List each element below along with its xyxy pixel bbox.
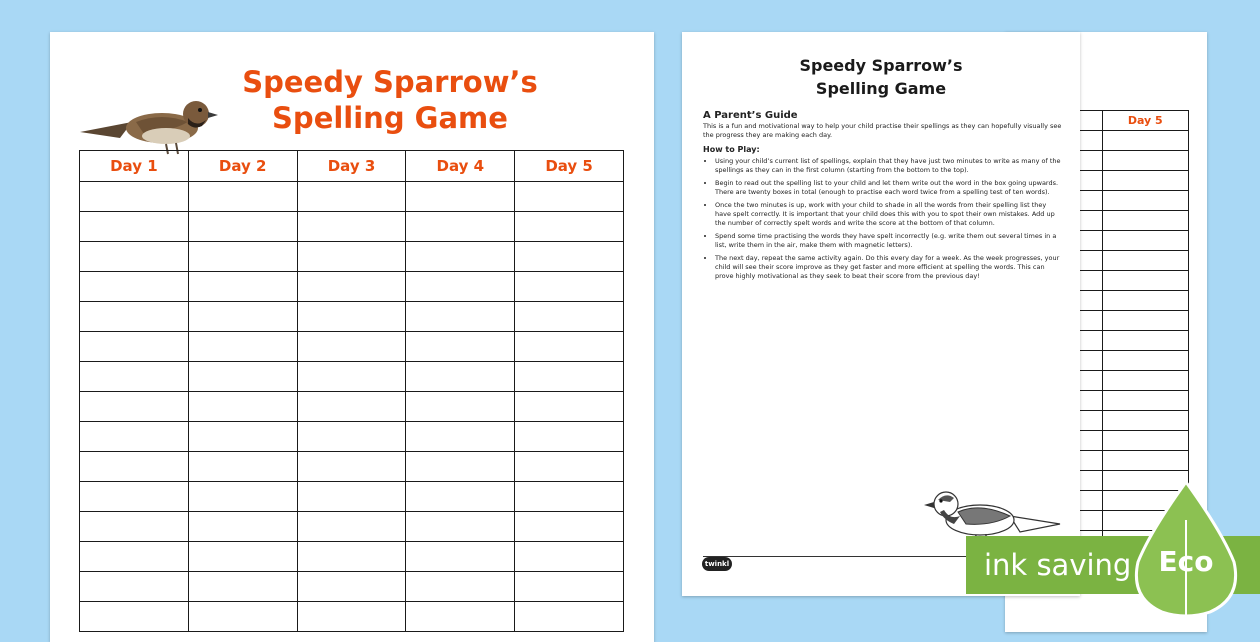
spelling-cell[interactable] xyxy=(515,452,624,482)
guide-subtitle: A Parent’s Guide xyxy=(703,110,798,121)
spelling-cell[interactable] xyxy=(406,332,515,362)
spelling-cell[interactable] xyxy=(297,452,406,482)
spelling-cell[interactable] xyxy=(80,242,189,272)
table-header-row xyxy=(80,151,624,182)
spelling-cell[interactable] xyxy=(80,212,189,242)
spelling-cell[interactable] xyxy=(406,182,515,212)
spelling-cell[interactable] xyxy=(188,512,297,542)
spelling-cell[interactable] xyxy=(188,482,297,512)
spelling-cell[interactable] xyxy=(1102,431,1189,451)
table-row xyxy=(80,302,624,332)
spelling-cell[interactable] xyxy=(406,272,515,302)
spelling-cell[interactable] xyxy=(188,302,297,332)
spelling-cell[interactable] xyxy=(188,332,297,362)
spelling-cell[interactable] xyxy=(515,482,624,512)
spelling-cell[interactable] xyxy=(188,542,297,572)
table-row xyxy=(80,182,624,212)
spelling-cell[interactable] xyxy=(1102,191,1189,211)
guide-title-line1: Speedy Sparrow’s xyxy=(799,56,963,75)
spelling-cell[interactable] xyxy=(188,212,297,242)
spelling-cell[interactable] xyxy=(297,392,406,422)
table-row xyxy=(80,332,624,362)
day-column-header: Day 2 xyxy=(188,151,297,182)
step-item: • The next day, repeat the same activity again. Do this every day for a week. As the week progresses, your child will see their score improve as they get faster and more efficient at spelling the words. This can prove highly motivational as they seek to beat their score from the previous day! xyxy=(715,254,1063,281)
day-column-header: Day 1 xyxy=(80,151,189,182)
spelling-cell[interactable] xyxy=(406,512,515,542)
spelling-cell[interactable] xyxy=(1102,291,1189,311)
table-row xyxy=(80,362,624,392)
spelling-cell[interactable] xyxy=(406,302,515,332)
spelling-cell[interactable] xyxy=(406,572,515,602)
spelling-cell[interactable] xyxy=(80,512,189,542)
eco-label: Eco xyxy=(1158,545,1214,578)
spelling-cell[interactable] xyxy=(515,302,624,332)
day-column-header: Day 5 xyxy=(515,151,624,182)
spelling-cell[interactable] xyxy=(297,302,406,332)
spelling-cell[interactable] xyxy=(406,242,515,272)
spelling-cell[interactable] xyxy=(80,542,189,572)
table-row xyxy=(80,272,624,302)
spelling-cell[interactable] xyxy=(297,362,406,392)
spelling-cell[interactable] xyxy=(515,362,624,392)
spelling-cell[interactable] xyxy=(515,512,624,542)
parents-guide-page xyxy=(682,32,1080,596)
spelling-cell[interactable] xyxy=(515,572,624,602)
spelling-cell[interactable] xyxy=(80,392,189,422)
ink-saving-text: ink saving xyxy=(984,548,1132,582)
spelling-cell[interactable] xyxy=(297,212,406,242)
day-column-header: Day 4 xyxy=(406,151,515,182)
spelling-cell[interactable] xyxy=(297,422,406,452)
worksheet-title-line1: Speedy Sparrow’s xyxy=(242,65,538,99)
spelling-cell[interactable] xyxy=(515,542,624,572)
spelling-cell[interactable] xyxy=(297,182,406,212)
table-row xyxy=(80,572,624,602)
spelling-cell[interactable] xyxy=(1102,171,1189,191)
spelling-cell[interactable] xyxy=(297,332,406,362)
table-row xyxy=(80,512,624,542)
spelling-cell[interactable] xyxy=(515,332,624,362)
spelling-cell[interactable] xyxy=(515,212,624,242)
day-column-header: Day 3 xyxy=(297,151,406,182)
spelling-cell[interactable] xyxy=(1102,131,1189,151)
spelling-cell[interactable] xyxy=(188,362,297,392)
sparrow-icon xyxy=(76,88,226,158)
worksheet-title xyxy=(190,64,590,136)
spelling-cell[interactable] xyxy=(297,602,406,632)
spelling-cell[interactable] xyxy=(1102,371,1189,391)
spelling-cell[interactable] xyxy=(188,242,297,272)
spelling-cell[interactable] xyxy=(1102,211,1189,231)
spelling-cell[interactable] xyxy=(80,572,189,602)
spelling-cell[interactable] xyxy=(80,302,189,332)
spelling-cell[interactable] xyxy=(297,272,406,302)
guide-intro: This is a fun and motivational way to help your child practise their spellings as they can hopefully visually see the progress they are making each day. xyxy=(703,122,1062,139)
spelling-cell[interactable] xyxy=(80,602,189,632)
spelling-cell[interactable] xyxy=(188,422,297,452)
table-row xyxy=(80,602,624,632)
table-row xyxy=(80,422,624,452)
spelling-cell[interactable] xyxy=(406,482,515,512)
how-to-heading: How to Play: xyxy=(703,145,760,154)
step-item: • Using your child’s current list of spellings, explain that they have just two minutes to write as many of the spellings as they can in the first column (starting from the bottom to the top). xyxy=(715,157,1063,175)
spelling-cell[interactable] xyxy=(1102,451,1189,471)
spelling-cell[interactable] xyxy=(297,572,406,602)
spelling-cell[interactable] xyxy=(1102,271,1189,291)
worksheet-page xyxy=(50,32,654,642)
spelling-cell[interactable] xyxy=(80,182,189,212)
spelling-cell[interactable] xyxy=(406,542,515,572)
table-row xyxy=(80,452,624,482)
spelling-cell[interactable] xyxy=(515,242,624,272)
spelling-cell[interactable] xyxy=(1102,231,1189,251)
spelling-cell[interactable] xyxy=(1102,351,1189,371)
day-column-header: Day 5 xyxy=(1102,111,1189,131)
spelling-cell[interactable] xyxy=(188,602,297,632)
spelling-cell[interactable] xyxy=(1102,311,1189,331)
spelling-cell[interactable] xyxy=(188,572,297,602)
spelling-cell[interactable] xyxy=(406,212,515,242)
spelling-cell[interactable] xyxy=(515,602,624,632)
spelling-cell[interactable] xyxy=(297,482,406,512)
spelling-cell[interactable] xyxy=(515,272,624,302)
spelling-cell[interactable] xyxy=(297,242,406,272)
worksheet-title-line2: Spelling Game xyxy=(272,101,508,135)
spelling-cell[interactable] xyxy=(1102,331,1189,351)
guide-title xyxy=(682,54,1080,100)
spelling-cell[interactable] xyxy=(515,182,624,212)
spelling-cell[interactable] xyxy=(80,362,189,392)
spelling-cell[interactable] xyxy=(80,422,189,452)
table-row xyxy=(80,392,624,422)
spelling-cell[interactable] xyxy=(188,392,297,422)
spelling-cell[interactable] xyxy=(1102,251,1189,271)
spelling-cell[interactable] xyxy=(406,452,515,482)
spelling-cell[interactable] xyxy=(80,332,189,362)
spelling-cell[interactable] xyxy=(1102,391,1189,411)
spelling-cell[interactable] xyxy=(80,272,189,302)
spelling-cell[interactable] xyxy=(515,392,624,422)
spelling-cell[interactable] xyxy=(80,482,189,512)
step-item: • Begin to read out the spelling list to your child and let them write out the word in the box going upwards. There are twenty boxes in total (enough to practise each word twice from a spelling test of ten words). xyxy=(715,179,1063,197)
guide-title-line2: Spelling Game xyxy=(815,79,947,98)
table-row xyxy=(80,242,624,272)
spelling-cell[interactable] xyxy=(188,182,297,212)
spelling-cell[interactable] xyxy=(188,452,297,482)
spelling-cell[interactable] xyxy=(515,422,624,452)
spelling-table xyxy=(79,150,624,632)
spelling-cell[interactable] xyxy=(1102,411,1189,431)
table-row xyxy=(80,542,624,572)
step-item: • Once the two minutes is up, work with your child to shade in all the words from their spelling list they have spelt correctly. It is important that your child does this with you to spot their own mistakes. Add up the number of correctly spelt words and write the score at the bottom of that column. xyxy=(715,201,1063,228)
how-to-steps xyxy=(703,157,1063,281)
spelling-cell[interactable] xyxy=(406,422,515,452)
spelling-cell[interactable] xyxy=(406,362,515,392)
table-row xyxy=(80,482,624,512)
spelling-cell[interactable] xyxy=(1102,151,1189,171)
twinkl-logo: twinkl xyxy=(702,557,732,571)
guide-body xyxy=(703,110,1063,285)
spelling-cell[interactable] xyxy=(406,602,515,632)
spelling-cell[interactable] xyxy=(80,452,189,482)
step-item: • Spend some time practising the words they have spelt incorrectly (e.g. write them out several times in a list, write them in the air, make them with magnetic letters). xyxy=(715,232,1063,250)
spelling-cell[interactable] xyxy=(297,512,406,542)
table-row xyxy=(80,212,624,242)
spelling-cell[interactable] xyxy=(406,392,515,422)
spelling-cell[interactable] xyxy=(297,542,406,572)
spelling-cell[interactable] xyxy=(188,272,297,302)
